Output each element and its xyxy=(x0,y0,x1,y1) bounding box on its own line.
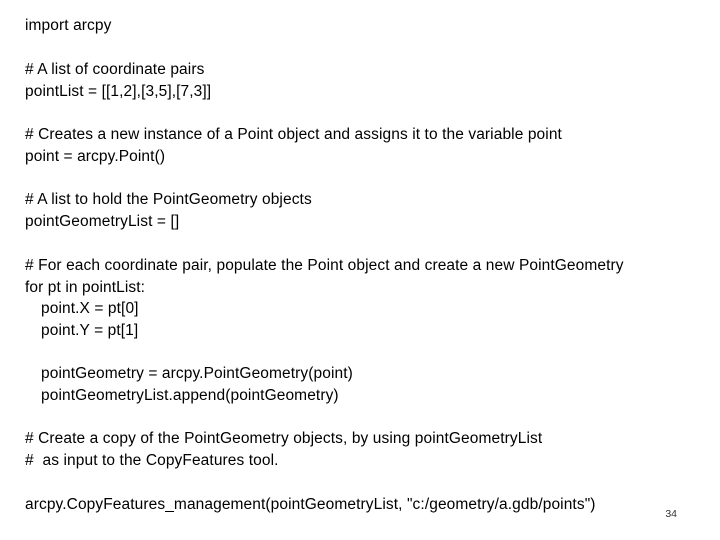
code-line-comment-geometry-list: # A list to hold the PointGeometry objects xyxy=(25,191,312,208)
code-line-comment-for-each: # For each coordinate pair, populate the Point object and create a new PointGeometry xyxy=(25,257,624,274)
code-line-point-geometry: pointGeometry = arcpy.PointGeometry(point) xyxy=(41,365,353,382)
code-line-point-assign: point = arcpy.Point() xyxy=(25,148,166,165)
code-line-point-x: point.X = pt[0] xyxy=(41,300,139,317)
code-line-point-list: pointList = [[1,2],[3,5],[7,3]] xyxy=(25,83,212,100)
code-line-comment-copy-tool: # as input to the CopyFeatures tool. xyxy=(25,452,279,469)
code-line-copy-features: arcpy.CopyFeatures_management(pointGeometryList, "c:/geometry/a.gdb/points") xyxy=(25,496,596,513)
code-line-geometry-list-init: pointGeometryList = [] xyxy=(25,213,180,230)
code-line-comment-point-instance: # Creates a new instance of a Point object and assigns it to the variable point xyxy=(25,126,562,143)
page-number: 34 xyxy=(665,508,677,520)
code-line-comment-coordinate-pairs: # A list of coordinate pairs xyxy=(25,61,205,78)
code-line-for-loop: for pt in pointList: xyxy=(25,279,146,296)
code-line-import: import arcpy xyxy=(25,17,112,34)
code-line-point-y: point.Y = pt[1] xyxy=(41,322,139,339)
code-line-comment-copy: # Create a copy of the PointGeometry objects, by using pointGeometryList xyxy=(25,430,543,447)
code-line-append: pointGeometryList.append(pointGeometry) xyxy=(41,387,339,404)
